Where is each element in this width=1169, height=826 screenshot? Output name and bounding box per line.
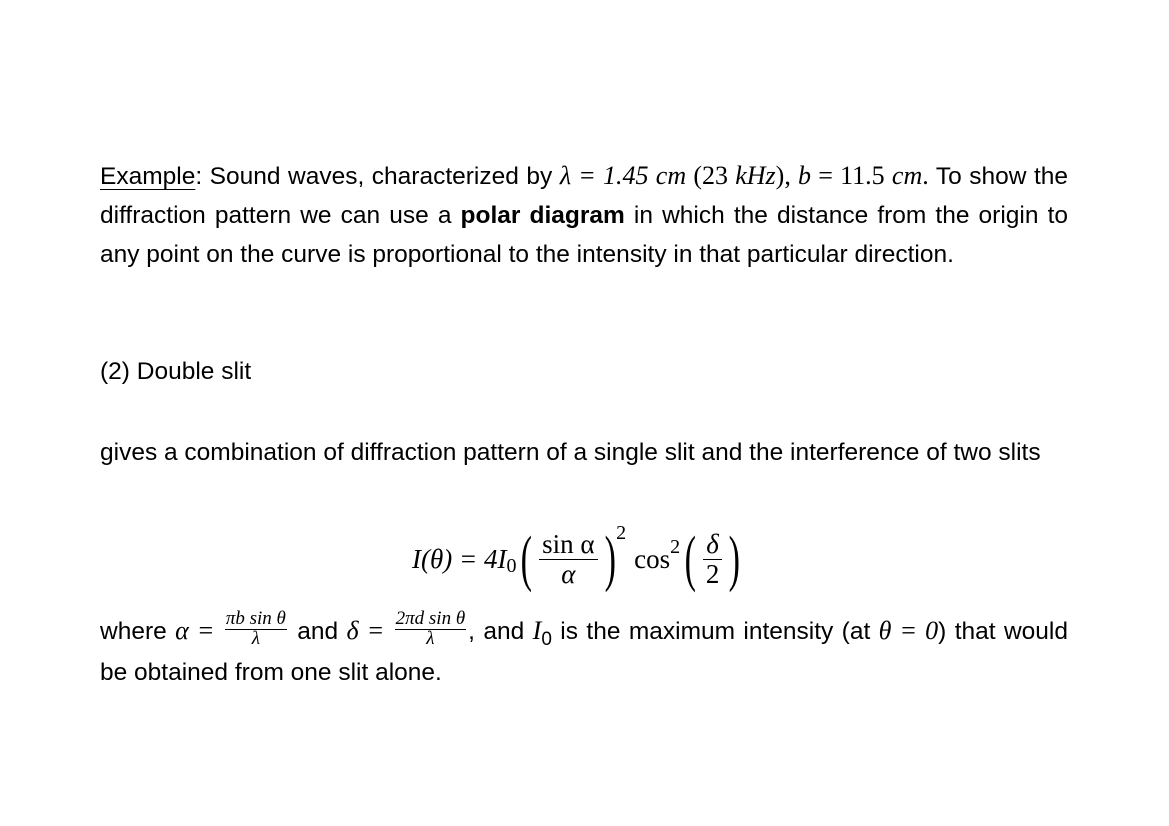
example-paragraph <box>100 156 1068 274</box>
and-word: and <box>288 618 347 645</box>
sinc-numerator: sin α <box>542 529 595 560</box>
delta-inline-denominator: λ <box>426 628 435 650</box>
equation-lhs-sub: 0 <box>506 554 517 577</box>
example-label: Example <box>100 163 196 190</box>
paren-left: ( <box>521 525 533 593</box>
delta-inline-numerator: 2πd sin θ <box>395 608 466 630</box>
alpha-fraction <box>225 609 287 648</box>
freq-close: ), <box>775 161 799 190</box>
unit-cm: cm <box>655 161 687 190</box>
alpha-eq: α = <box>175 616 215 645</box>
equation-lhs: I(θ) = 4I <box>412 543 507 574</box>
lambda-value: λ = 1.45 <box>559 161 656 190</box>
power: 2 <box>616 521 627 544</box>
paren-right: ) <box>604 525 616 593</box>
sinc-fraction <box>539 530 597 588</box>
example-intro: : Sound waves, characterized by <box>195 163 560 190</box>
example-text-a: To show the diffraction pattern we can use a <box>100 163 1068 229</box>
paren-right-2: ) <box>728 525 741 593</box>
cos-power: 2 <box>670 535 681 558</box>
b-value: = 11.5 <box>811 161 892 190</box>
end-dot: . <box>922 161 929 190</box>
section-heading: (2) Double slit <box>100 358 252 385</box>
theta-condition: θ = 0 <box>878 616 939 645</box>
where-word: where <box>100 618 176 645</box>
unit-cm-2: cm <box>891 161 923 190</box>
comma-and: , and <box>468 618 533 645</box>
freq-unit: kHz <box>735 161 776 190</box>
delta-inline-fraction <box>395 609 467 648</box>
description-paragraph: gives a combination of diffraction pattern of a single slit and the interference of two slits <box>100 439 1041 466</box>
delta-eq: δ = <box>346 616 385 645</box>
sinc-denominator: α <box>561 558 576 589</box>
alpha-denominator: λ <box>251 628 260 650</box>
where-paragraph <box>100 608 1068 692</box>
where-rest: is the maximum intensity (at <box>551 618 879 645</box>
b-variable: b <box>798 161 812 190</box>
freq-open: (23 <box>686 161 736 190</box>
example-text-b: in which the distance from the origin to any point on the curve is proportional to the intensity in that particular direction. <box>100 202 1068 268</box>
where-tail: ) that would be obtained from one slit alone. <box>100 618 1068 686</box>
alpha-numerator: πb sin θ <box>225 608 286 630</box>
intensity-equation <box>412 522 745 596</box>
cos-function: cos <box>634 543 671 574</box>
delta-fraction <box>703 530 723 588</box>
polar-diagram-term: polar diagram <box>460 202 625 229</box>
paren-left-2: ( <box>684 525 697 593</box>
delta-numerator: δ <box>706 529 719 560</box>
delta-denominator: 2 <box>705 558 720 589</box>
i0-subscript: 0 <box>541 629 552 650</box>
i0-symbol: I <box>532 616 542 645</box>
